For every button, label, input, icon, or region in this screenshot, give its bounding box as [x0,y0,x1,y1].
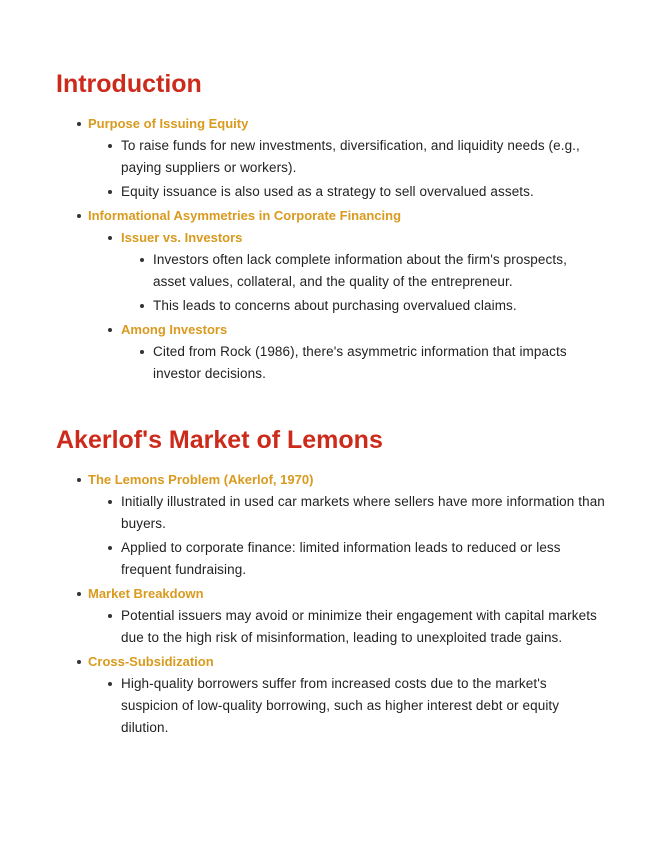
sub-list [121,491,605,581]
bullet-icon [77,478,81,482]
bullet-icon [108,328,112,332]
list-item [0,113,655,203]
bullet-icon [108,614,112,618]
item-text: This leads to concerns about purchasing overvalued claims. [153,298,517,313]
bullet-icon [108,500,112,504]
bullet-icon [77,214,81,218]
subitem-heading: Among Investors [121,322,228,337]
bullet-icon [108,144,112,148]
bullet-list [0,469,655,739]
item-text: Cited from Rock (1986), there's asymmetric information that impacts investor decisions. [153,344,567,381]
list-item [153,295,605,317]
list-item [121,605,605,649]
item-heading: The Lemons Problem (Akerlof, 1970) [88,472,314,487]
bullet-icon [108,682,112,686]
bullet-icon [140,304,144,308]
item-heading: Informational Asymmetries in Corporate Financing [88,208,402,223]
sub-list [121,605,605,649]
item-heading: Cross-Subsidization [88,654,214,669]
bullet-icon [77,122,81,126]
list-item [121,673,605,739]
sub-sub-list [153,249,605,317]
section-title-lemons: Akerlof's Market of Lemons [56,426,383,454]
bullet-icon [108,236,112,240]
item-text: To raise funds for new investments, diversification, and liquidity needs (e.g., paying suppliers or workers). [121,138,580,175]
section-lemons [0,469,655,741]
list-item [121,135,605,179]
item-text: Potential issuers may avoid or minimize their engagement with capital markets due to the high risk of misinformation, leading to unexploited trade gains. [121,608,597,645]
section-title-introduction: Introduction [56,70,202,98]
bullet-icon [77,592,81,596]
list-item [121,537,605,581]
sub-list [121,673,605,739]
list-item [153,341,605,385]
list-item [121,227,605,317]
list-item [121,491,605,535]
bullet-icon [108,190,112,194]
item-heading: Purpose of Issuing Equity [88,116,249,131]
bullet-icon [140,350,144,354]
item-text: High-quality borrowers suffer from increased costs due to the market's suspicion of low-quality borrowing, such as higher interest debt or equity dilution. [121,676,560,735]
list-item [0,583,655,649]
bullet-icon [108,546,112,550]
list-item [121,181,605,203]
sub-list [121,227,605,385]
list-item [0,651,655,739]
sub-sub-list [153,341,605,385]
item-text: Investors often lack complete information about the firm's prospects, asset values, collateral, and the quality of the entrepreneur. [153,252,567,289]
bullet-list [0,113,655,385]
item-heading: Market Breakdown [88,586,204,601]
list-item [153,249,605,293]
list-item [0,205,655,385]
sub-list [121,135,605,203]
item-text: Initially illustrated in used car markets where sellers have more information than buyers. [121,494,605,531]
section-introduction [0,113,655,387]
bullet-icon [77,660,81,664]
subitem-heading: Issuer vs. Investors [121,230,243,245]
bullet-icon [140,258,144,262]
item-text: Equity issuance is also used as a strategy to sell overvalued assets. [121,184,534,199]
list-item [121,319,605,385]
list-item [0,469,655,581]
item-text: Applied to corporate finance: limited information leads to reduced or less frequent fundraising. [121,540,561,577]
